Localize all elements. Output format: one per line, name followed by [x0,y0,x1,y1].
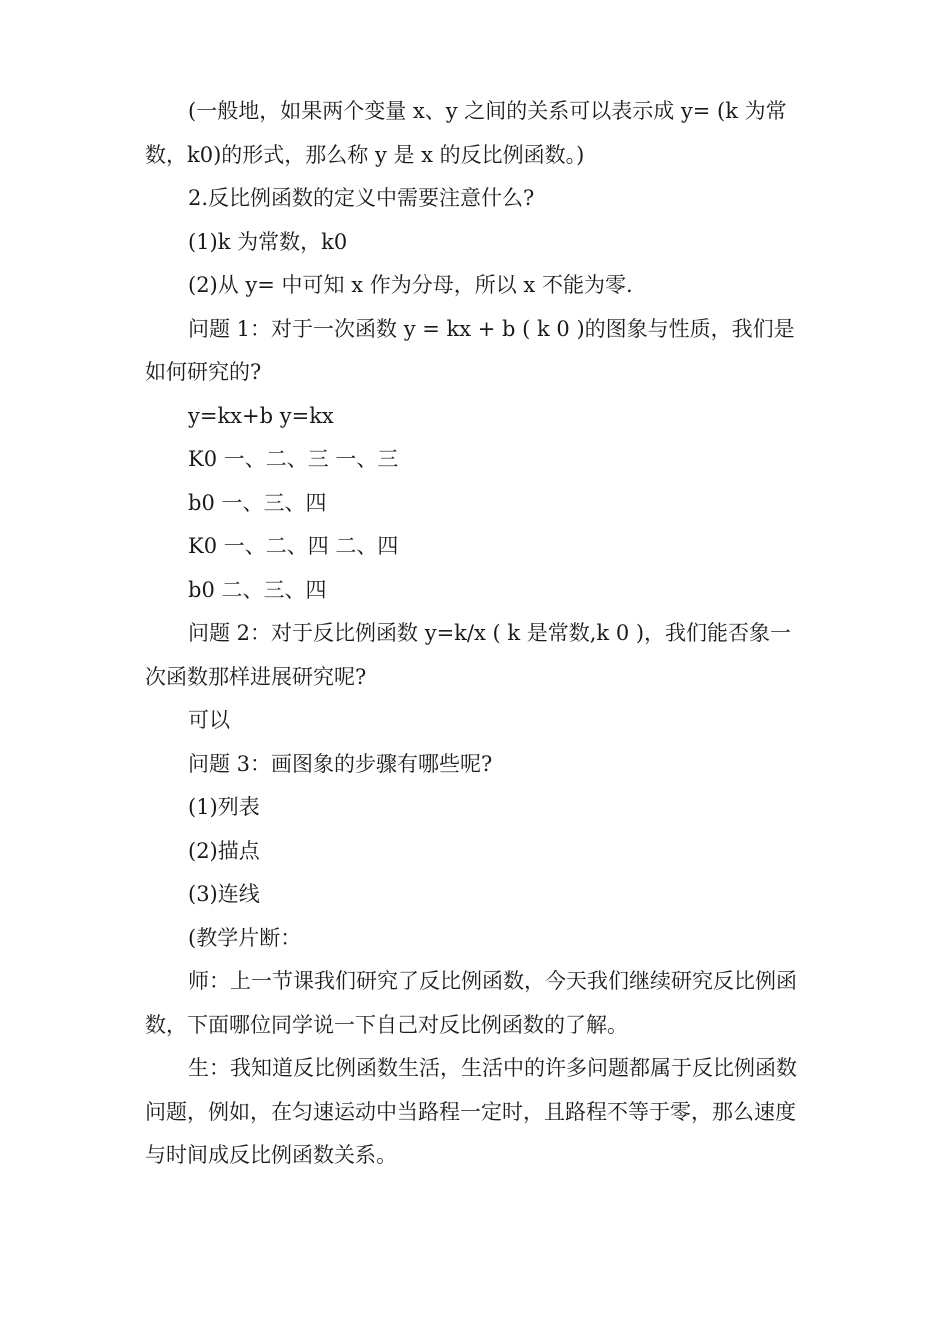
paragraph-formula-header: y=kx+b y=kx [188,403,334,428]
paragraph-teaching-excerpt: (教学片断： [188,925,302,950]
paragraph-question-1: 问题 1：对于一次函数 y = kx + b ( k 0 )的图象与性质，我们是如何研究的? [145,316,795,384]
paragraph-step-3: (3)连线 [188,882,260,906]
paragraph-teacher: 师：上一节课我们研究了反比例函数，今天我们继续研究反比例函数，下面哪位同学说一下自己对反比例函数的了解。 [145,969,797,1037]
paragraph-point-1: (1)k 为常数，k0 [188,229,348,254]
paragraph-question-definition: 2.反比例函数的定义中需要注意什么? [188,186,535,210]
paragraph-step-1: (1)列表 [188,795,260,819]
document-body [145,90,805,1178]
paragraph-row-3: K0 一、二、四 二、四 [188,534,399,558]
paragraph-row-4: b0 二、三、四 [188,577,327,602]
paragraph-step-2: (2)描点 [188,838,260,863]
paragraph-definition: (一般地，如果两个变量 x、y 之间的关系可以表示成 y= (k 为常数，k0)的形式，那么称 y 是 x 的反比例函数。) [145,99,787,167]
paragraph-point-2: (2)从 y= 中可知 x 作为分母，所以 x 不能为零. [188,273,633,297]
paragraph-answer-2: 可以 [188,708,230,732]
paragraph-row-1: K0 一、二、三 一、三 [188,447,399,471]
paragraph-question-2: 问题 2：对于反比例函数 y=k/x ( k 是常数,k 0 )，我们能否象一次函数那样进展研究呢? [145,621,792,689]
paragraph-question-3: 问题 3：画图象的步骤有哪些呢? [188,751,493,776]
paragraph-row-2: b0 一、三、四 [188,490,327,515]
paragraph-student: 生：我知道反比例函数生活，生活中的许多问题都属于反比例函数问题，例如，在匀速运动中当路程一定时，且路程不等于零，那么速度与时间成反比例函数关系。 [145,1056,797,1167]
